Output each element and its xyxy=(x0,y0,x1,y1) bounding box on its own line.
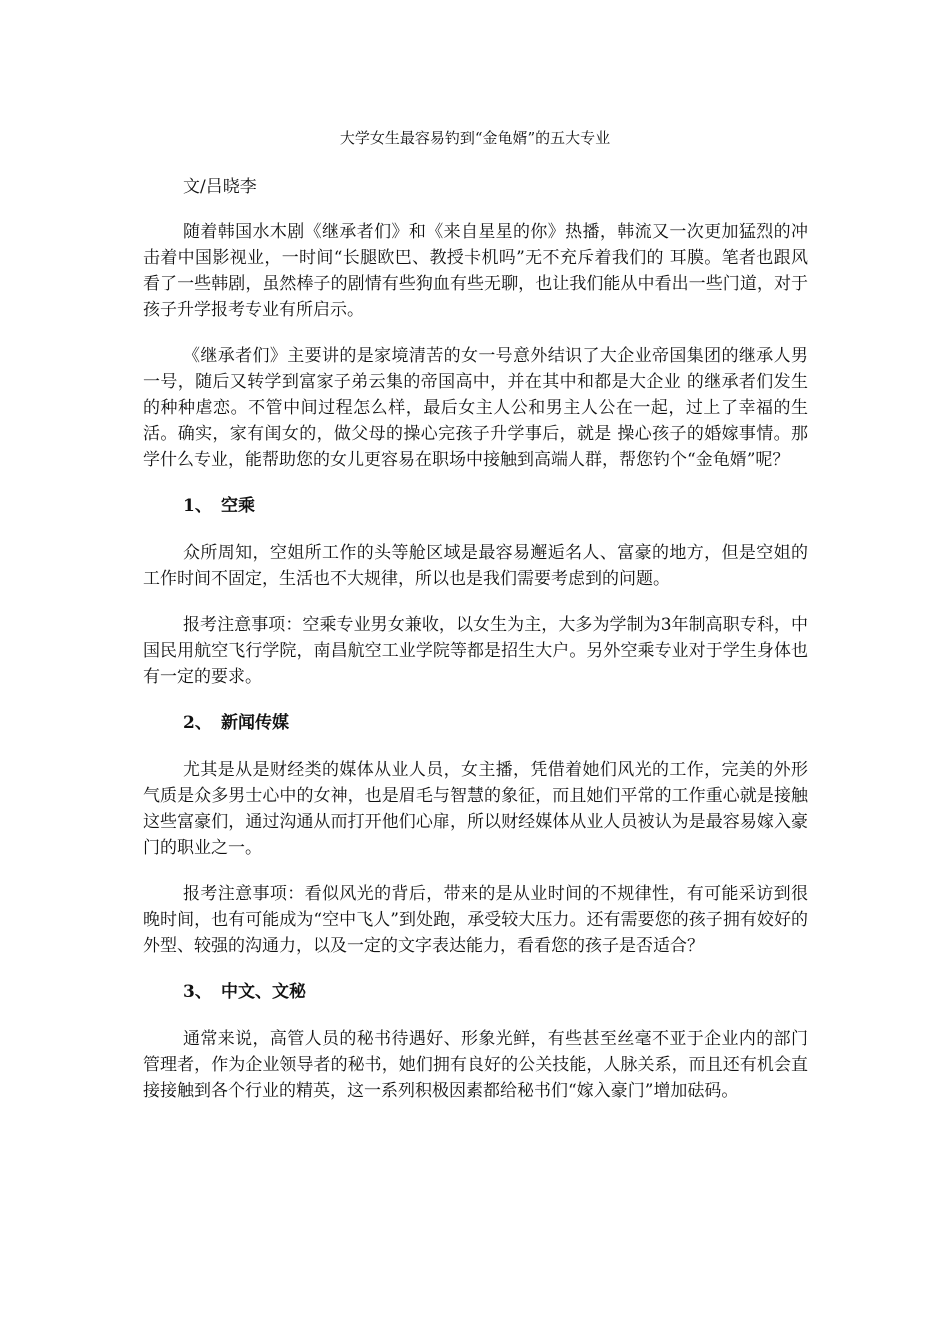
document-title: 大学女生最容易钓到“金龟婿”的五大专业 xyxy=(339,129,611,147)
section-title: 新闻传媒 xyxy=(221,713,289,733)
section-number: 1、 xyxy=(183,496,212,516)
body-paragraph: 尤其是从是财经类的媒体从业人员，女主播，凭借着她们风光的工作，完美的外形气质是众多男士心中的女神，也是眉毛与智慧的象征，而且她们平常的工作重心就是接触这些富豪们，通过沟通从而打开他们心扉，所以财经媒体从业人员被认为是最容易嫁入豪门的职业之一。 xyxy=(143,760,808,858)
section-title: 空乘 xyxy=(221,496,255,516)
section-heading xyxy=(143,493,808,519)
document-body xyxy=(143,219,808,1124)
intro-paragraph: 《继承者们》主要讲的是家境清苦的女一号意外结识了大企业帝国集团的继承人男一号，随后又转学到富家子弟云集的帝国高中，并在其中和都是大企业 的继承者们发生的种种虐恋。不管中间过程怎么样，最后女主人公和男主人公在一起，过上了幸福的生活。确实，家有闺女的，做父母的操心完孩子升学事后，就是 操心孩子的婚嫁事情。那学什么专业，能帮助您的女儿更容易在职场中接触到高端人群，帮您钓个“金龟婿”呢？ xyxy=(143,346,808,470)
section-title: 中文、文秘 xyxy=(221,982,306,1002)
section-number: 3、 xyxy=(183,982,212,1002)
body-paragraph: 众所周知，空姐所工作的头等舱区域是最容易邂逅名人、富豪的地方，但是空姐的工作时间不固定，生活也不大规律，所以也是我们需要考虑到的问题。 xyxy=(143,543,808,589)
author-line: 文/吕晓李 xyxy=(183,177,257,197)
section-heading xyxy=(143,979,808,1005)
body-paragraph: 通常来说，高管人员的秘书待遇好、形象光鲜，有些甚至丝毫不亚于企业内的部门管理者，作为企业领导者的秘书，她们拥有良好的公关技能，人脉关系，而且还有机会直接接触到各个行业的精英，这一系列积极因素都给秘书们“嫁入豪门”增加砝码。 xyxy=(143,1029,808,1101)
intro-paragraph: 随着韩国水木剧《继承者们》和《来自星星的你》热播，韩流又一次更加猛烈的冲击着中国影视业，一时间“长腿欧巴、教授卡机吗”无不充斥着我们的 耳膜。笔者也跟风看了一些韩剧，虽然棒子的剧情有些狗血有些无聊，也让我们能从中看出一些门道，对于孩子升学报考专业有所启示。 xyxy=(143,222,808,320)
section-number: 2、 xyxy=(183,713,212,733)
section-heading xyxy=(143,710,808,736)
body-paragraph: 报考注意事项：看似风光的背后，带来的是从业时间的不规律性，有可能采访到很晚时间，也有可能成为“空中飞人”到处跑，承受较大压力。还有需要您的孩子拥有姣好的外型、较强的沟通力，以及一定的文字表达能力，看看您的孩子是否适合？ xyxy=(143,884,808,956)
body-paragraph: 报考注意事项：空乘专业男女兼收，以女生为主，大多为学制为3年制高职专科，中国民用航空飞行学院，南昌航空工业学院等都是招生大户。另外空乘专业对于学生身体也有一定的要求。 xyxy=(143,615,808,687)
